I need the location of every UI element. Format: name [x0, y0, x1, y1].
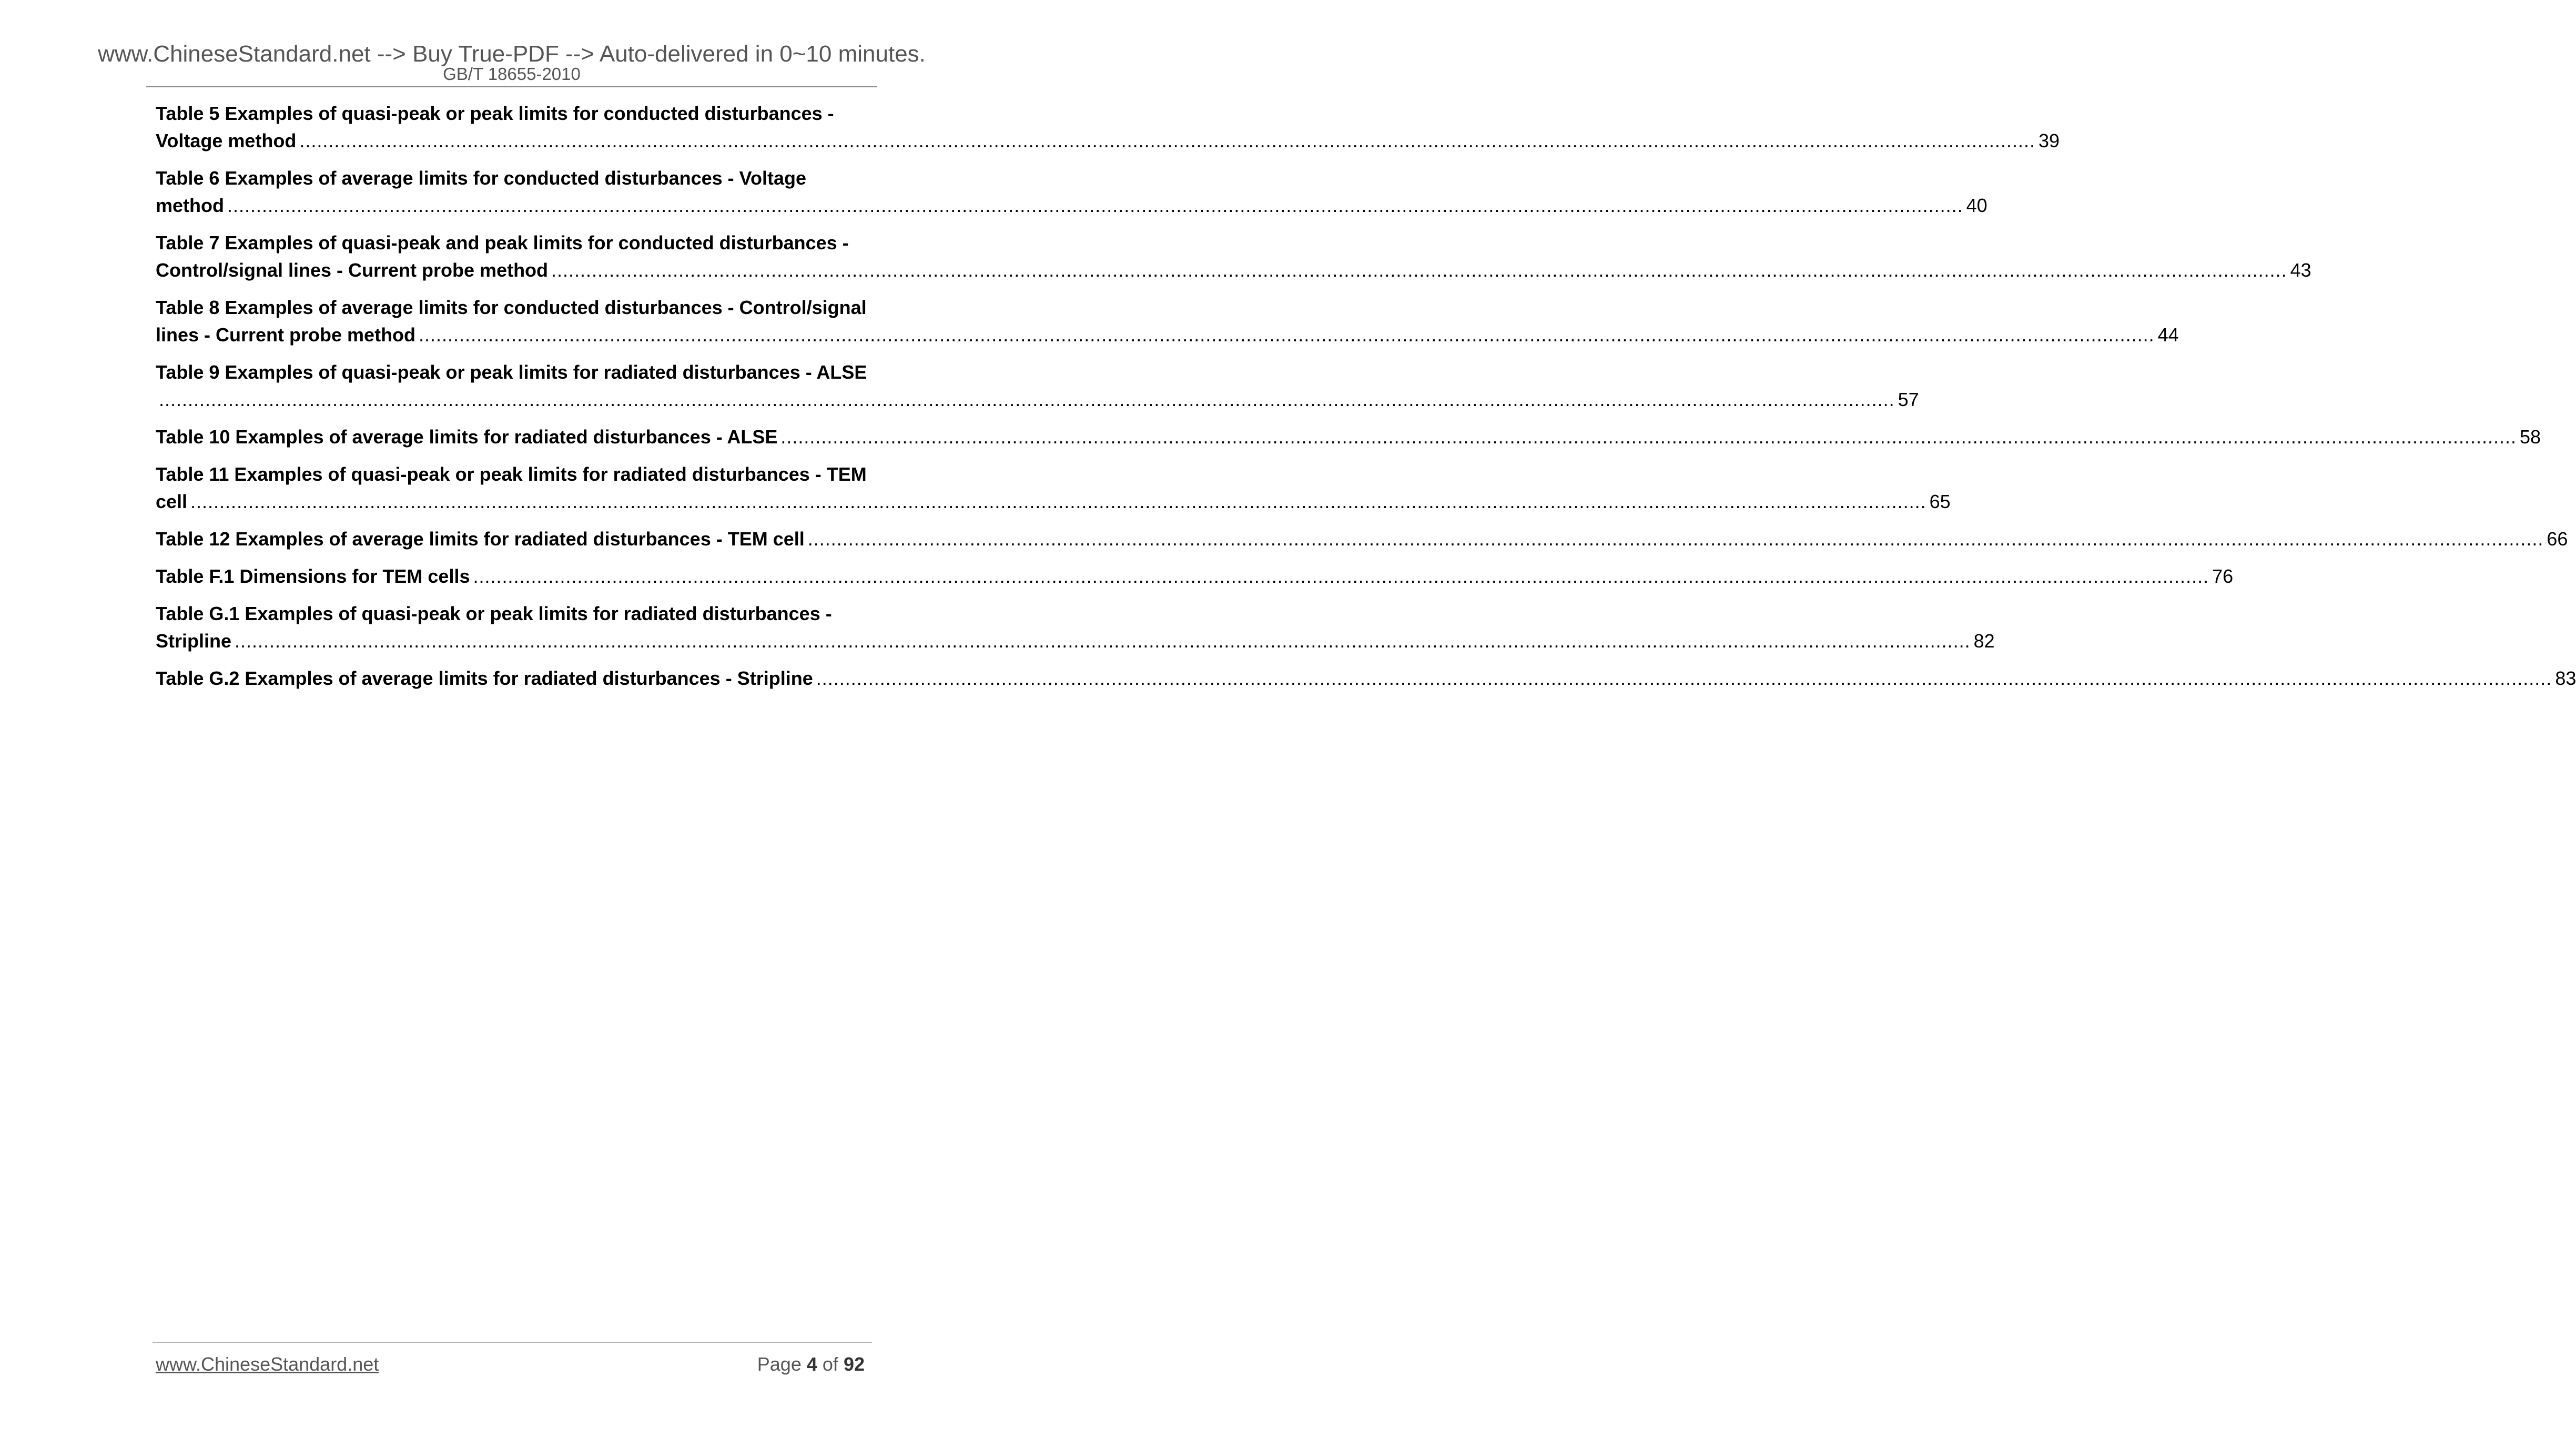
toc-page-number: 57	[1898, 389, 1919, 410]
toc-entry-table-11[interactable]	[156, 461, 1951, 515]
toc-entry-caption-line: Table 6 Examples of average limits for conducted disturbances - Voltage	[156, 167, 807, 189]
dot-leader: ............................................................................................................................................................................................................................................................................................................	[235, 630, 1971, 652]
toc-entry-caption-end: method	[156, 195, 224, 216]
toc-entry-caption-line: Table G.1 Examples of quasi-peak or peak limits for radiated disturbances -	[156, 603, 832, 624]
toc-entry-table-8[interactable]	[156, 294, 2179, 349]
dot-leader: ............................................................................................................................................................................................................................................................................................................	[159, 389, 1895, 410]
toc-entry-caption-line: Table 5 Examples of quasi-peak or peak limits for conducted disturbances -	[156, 103, 834, 124]
toc-entry-table-9[interactable]	[156, 359, 1919, 413]
dot-leader: ............................................................................................................................................................................................................................................................................................................	[551, 259, 2287, 281]
toc-entry-table-10[interactable]	[156, 423, 2541, 451]
toc-page-number: 58	[2520, 426, 2541, 448]
toc-page-number: 44	[2157, 324, 2179, 346]
toc-entry-table-5[interactable]	[156, 100, 2060, 155]
toc-page-number: 40	[1966, 195, 1987, 216]
site-banner: www.ChineseStandard.net --> Buy True-PDF --> Auto-delivered in 0~10 minutes.	[98, 41, 926, 67]
toc-page-number: 43	[2290, 259, 2311, 281]
toc-entry-table-7[interactable]	[156, 229, 2311, 284]
toc-entry-caption-end: Stripline	[156, 630, 232, 652]
current-page-number: 4	[806, 1353, 817, 1375]
dot-leader: ............................................................................................................................................................................................................................................................................................................	[816, 667, 2552, 689]
toc-entry-caption-end: Table G.2 Examples of average limits for radiated disturbances - Stripline	[156, 667, 813, 689]
toc-entry-caption-line: Table 11 Examples of quasi-peak or peak limits for radiated disturbances - TEM	[156, 463, 867, 485]
footer-site-link[interactable]: www.ChineseStandard.net	[156, 1353, 379, 1375]
toc-page-number: 39	[2038, 130, 2060, 151]
toc-page-number: 65	[1929, 491, 1951, 512]
toc-entry-table-12[interactable]	[156, 525, 2568, 553]
footer-divider	[153, 1342, 872, 1343]
page-indicator	[757, 1353, 865, 1376]
dot-leader: ............................................................................................................................................................................................................................................................................................................	[419, 324, 2155, 346]
toc-entry-caption-end: Voltage method	[156, 130, 297, 151]
toc-entry-table-f1[interactable]	[156, 563, 2234, 590]
toc-entry-caption-end: Table 12 Examples of average limits for radiated disturbances - TEM cell	[156, 528, 805, 550]
total-page-count: 92	[843, 1353, 865, 1375]
toc-entry-caption-line: Table 8 Examples of average limits for conducted disturbances - Control/signal	[156, 297, 867, 318]
toc-entry-caption-line: Table 9 Examples of quasi-peak or peak limits for radiated disturbances - ALSE	[156, 361, 867, 383]
dot-leader: ............................................................................................................................................................................................................................................................................................................	[227, 195, 1963, 216]
toc-entry-caption-end: Table 10 Examples of average limits for radiated disturbances - ALSE	[156, 426, 778, 448]
toc-entry-caption-end: cell	[156, 491, 188, 512]
toc-entry-caption-end: Control/signal lines - Current probe method	[156, 259, 549, 281]
toc-page-number: 82	[1973, 630, 1995, 652]
dot-leader: ............................................................................................................................................................................................................................................................................................................	[299, 130, 2035, 151]
toc-entry-caption-line: Table 7 Examples of quasi-peak and peak limits for conducted disturbances -	[156, 232, 849, 254]
toc-entry-caption-end: Table F.1 Dimensions for TEM cells	[156, 565, 470, 587]
dot-leader: ............................................................................................................................................................................................................................................................................................................	[473, 565, 2209, 587]
dot-leader: ............................................................................................................................................................................................................................................................................................................	[780, 426, 2517, 448]
toc-entry-table-g2[interactable]	[156, 665, 2576, 692]
toc-entry-caption-end: lines - Current probe method	[156, 324, 416, 346]
page-separator: of	[822, 1353, 838, 1375]
toc-entry-table-g1[interactable]	[156, 600, 1995, 655]
table-of-contents	[156, 100, 2576, 702]
dot-leader: ............................................................................................................................................................................................................................................................................................................	[807, 528, 2544, 550]
toc-page-number: 76	[2212, 565, 2234, 587]
dot-leader: ............................................................................................................................................................................................................................................................................................................	[190, 491, 1926, 512]
toc-entry-table-6[interactable]	[156, 165, 1987, 219]
toc-page-number: 66	[2547, 528, 2568, 550]
header-divider	[146, 86, 877, 87]
page-label: Page	[757, 1353, 802, 1375]
standard-code: GB/T 18655-2010	[443, 64, 581, 84]
toc-page-number: 83	[2555, 667, 2576, 689]
